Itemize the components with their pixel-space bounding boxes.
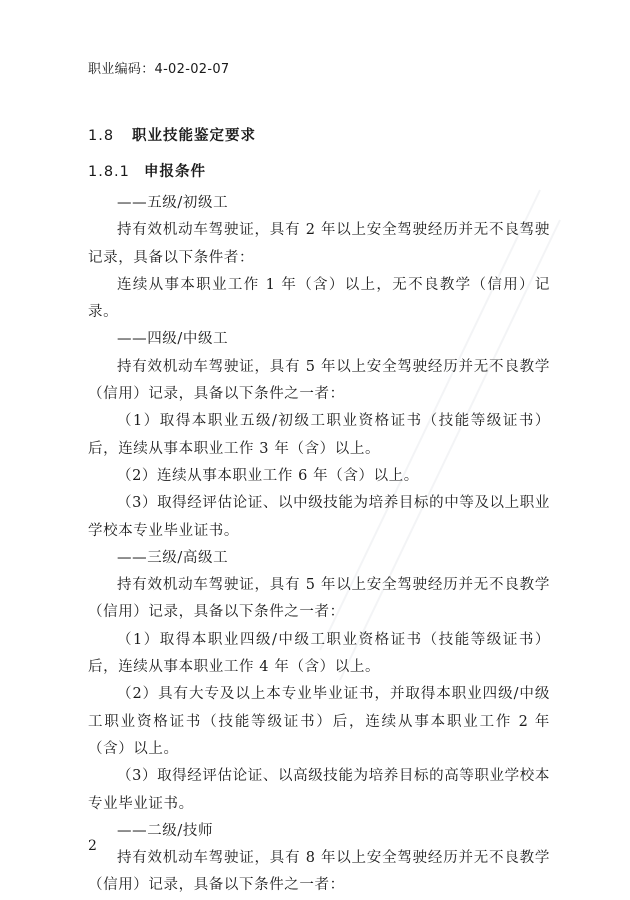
paragraph: （1）取得本职业五级/初级工职业资格证书（技能等级证书）后，连续从事本职业工作 3 年（含）以上。: [88, 413, 550, 457]
section-heading: [88, 124, 256, 145]
paragraph: （1）取得本职业四级/中级工职业资格证书（技能等级证书）后，连续从事本职业工作 4 年（含）以上。: [88, 631, 550, 676]
paragraph: （3）取得经评估论证、以中级技能为培养目标的中等及以上职业学校本专业毕业证书。: [88, 495, 550, 539]
document-body: [88, 190, 550, 900]
paragraph: 持有效机动车驾驶证，具有 2 年以上安全驾驶经历并无不良驾驶记录，具备以下条件者：: [88, 222, 550, 266]
level-heading: ——四级/中级工: [117, 331, 229, 348]
occupation-code: 职业编码：4-02-02-07: [88, 62, 230, 77]
paragraph: （2）具有大专及以上本专业毕业证书，并取得本职业四级/中级工职业资格证书（技能等级证书）后，连续从事本职业工作 2 年（含）以上。: [88, 686, 550, 757]
section-title: 职业技能鉴定要求: [132, 128, 256, 144]
paragraph: （2）连续从事本职业工作 6 年（含）以上。: [117, 467, 419, 484]
paragraph: 持有效机动车驾驶证，具有 5 年以上安全驾驶经历并无不良教学（信用）记录，具备以下条件之一者：: [88, 358, 550, 403]
paragraph: 连续从事本职业工作 1 年（含）以上，无不良教学（信用）记录。: [88, 276, 550, 321]
subsection-number: 1.8.1: [88, 164, 130, 180]
paragraph: 持有效机动车驾驶证，具有 8 年以上安全驾驶经历并无不良教学（信用）记录，具备以下条件之一者：: [88, 850, 550, 894]
section-number: 1.8: [88, 128, 115, 144]
paragraph: 持有效机动车驾驶证，具有 5 年以上安全驾驶经历并无不良教学（信用）记录，具备以下条件之一者：: [88, 577, 550, 621]
level-heading: ——三级/高级工: [117, 549, 229, 566]
paragraph: （3）取得经评估论证、以高级技能为培养目标的高等职业学校本专业毕业证书。: [88, 768, 550, 812]
level-heading: ——五级/初级工: [117, 195, 229, 211]
page-number: 2: [88, 838, 97, 854]
subsection-title: 申报条件: [144, 164, 206, 180]
level-heading: ——二级/技师: [117, 822, 214, 839]
subsection-heading: [88, 160, 206, 181]
